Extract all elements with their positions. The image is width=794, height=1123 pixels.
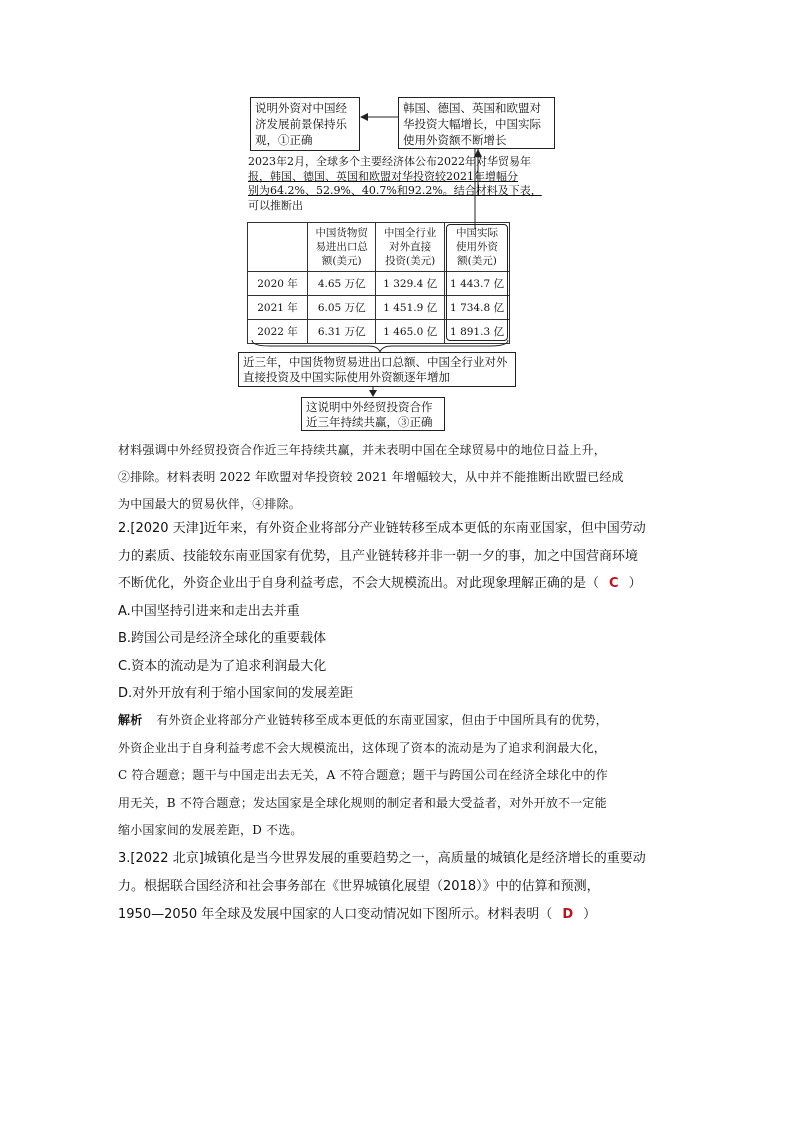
arrow-down-connector: [367, 387, 379, 397]
question-2: [118, 515, 678, 708]
option-c: C.资本的流动是为了追求利润最大化: [118, 658, 327, 674]
question-stem-line: 力。根据联合国经济和社会事务部在《世界城镇化展望（2018）》中的估算和预测，: [118, 879, 600, 894]
option-a: A.中国坚持引进来和走出去并重: [118, 603, 300, 619]
arrow-left-connector: [360, 110, 400, 124]
question-stem-line: 力的素质、技能较东南亚国家有优势，且产业链转移并非一朝一夕的事，加之中国营商环境: [118, 548, 639, 564]
result-box: 这说明中外经贸投资合作 近三年持续共赢，③正确: [301, 397, 445, 431]
table-row: 2020 年 4.65 万亿 1 329.4 亿 1 443.7 亿: [248, 272, 510, 296]
question-stem-line: 2.[2020 天津]近年来，有外资企业将部分产业链转移至成本更低的东南亚国家，但中国劳动: [118, 521, 646, 536]
answer-letter: C: [609, 576, 619, 591]
question-stem-line: 3.[2022 北京]城镇化是当今世界发展的重要趋势之一，高质量的城镇化是经济增长的重要动: [118, 851, 646, 866]
table-header-cell-highlight: 中国实际 使用外资 额(美元): [445, 223, 510, 272]
option-d: D.对外开放有利于缩小国家间的发展差距: [118, 686, 354, 701]
question-stem-line: 1950—2050 年全球及发展中国家的人口变动情况如下图所示。材料表明（ D ）: [118, 907, 597, 922]
option-b: B.跨国公司是经济全球化的重要载体: [118, 631, 327, 646]
table-row: 2021 年 6.05 万亿 1 451.9 亿 1 734.8 亿: [248, 296, 510, 320]
trend-box: 韩国、德国、英国和欧盟对 华投资大幅增长，中国实际 使用外资额不断增长: [398, 97, 555, 149]
question-3: [118, 845, 678, 929]
summary-box: 近三年，中国货物贸易进出口总额、中国全行业对外 直接投资及中国实际使用外资额逐年增加: [238, 352, 516, 387]
table-header-cell: 中国货物贸 易进出口总 额(美元): [308, 223, 376, 272]
conclusion-box: 说明外资对中国经 济发展前景保持乐 观，①正确: [250, 97, 360, 151]
explanation-q1: 材料强调中外经贸投资合作近三年持续共赢，并未表明中国在全球贸易中的地位日益上升， ②排除。材料表明 2022 年欧盟对华投资较 2021 年增幅较大，从中并不能推断出欧盟已经成 为中国最大的贸易伙伴，④排除。: [118, 443, 624, 511]
column-highlight-frame: [446, 224, 508, 341]
table-header-cell: 中国全行业 对外直接 投资(美元): [376, 223, 445, 272]
table-row: 2022 年 6.31 万亿 1 465.0 亿 1 891.3 亿: [248, 320, 510, 344]
table-header-cell: [248, 223, 308, 272]
intro-text: 2023年2月，全球多个主要经济体公布2022年对华贸易年 报，韩国、德国、英国和欧盟对华投资较2021年增幅分 别为64.2%、52.9%、40.7%和92.2%。结合材料及下表， 可以推断出: [248, 155, 542, 212]
answer-letter: D: [562, 907, 574, 922]
analysis-q2: 解析 有外资企业将部分产业链转移至成本更低的东南亚国家，但由于中国所具有的优势， 外资企业出于自身利益考虑不会大规模流出，这体现了资本的流动是为了追求利润最大化， C 符合题意；题干与中国走出去无关，A 不符合题意；题干与跨国公司在经济全球化中的作 用无关，B 不符合题意；发达国家是全球化规则的制定者和最大受益者，对外开放不一定能 缩小国家间的发展差距，D 不选。: [118, 713, 608, 837]
question-stem-line: 不断优化，外资企业出于自身利益考虑，不会大规模流出。对此现象理解正确的是（ C ）: [118, 576, 642, 591]
analysis-label: 解析: [118, 713, 143, 727]
